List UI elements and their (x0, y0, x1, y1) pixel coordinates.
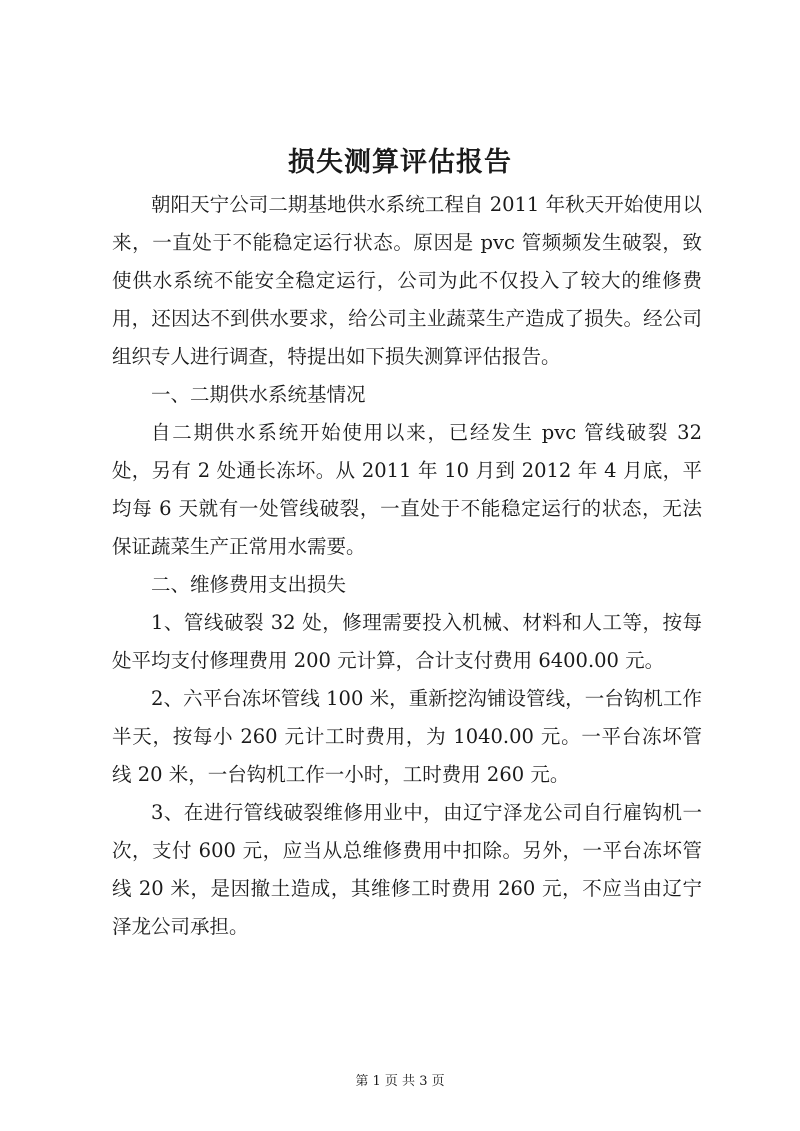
intro-paragraph: 朝阳天宁公司二期基地供水系统工程自 2011 年秋天开始使用以来，一直处于不能稳定运行状态。原因是 pvc 管频频发生破裂，致使供水系统不能安全稳定运行，公司为此不仅投入了较大的维修费用，还因达不到供水要求，给公司主业蔬菜生产造成了损失。经公司组织专人进行调查，特提出如下损失测算评估报告。 (112, 193, 702, 368)
cost-item-1: 1、管线破裂 32 处，修理需要投入机械、材料和人工等，按每处平均支付修理费用 200 元计算，合计支付费用 6400.00 元。 (112, 611, 702, 672)
section-heading-status: 一、二期供水系统基情况 (151, 383, 366, 406)
document-title: 损失测算评估报告 (288, 147, 512, 178)
document-body (112, 186, 702, 946)
cost-item-3: 3、在进行管线破裂维修用业中，由辽宁泽龙公司自行雇钩机一次，支付 600 元，应当从总维修费用中扣除。另外，一平台冻坏管线 20 米，是因撤土造成，其维修工时费用 260 元，不应当由辽宁泽龙公司承担。 (112, 801, 702, 938)
cost-item-2: 2、六平台冻坏管线 100 米，重新挖沟铺设管线，一台钩机工作半天，按每小 260 元计工时费用，为 1040.00 元。一平台冻坏管线 20 米，一台钩机工作一小时，工时费用 260 元。 (112, 687, 702, 786)
status-paragraph: 自二期供水系统开始使用以来，已经发生 pvc 管线破裂 32 处，另有 2 处通长冻坏。从 2011 年 10 月到 2012 年 4 月底，平均每 6 天就有一处管线破裂，一直处于不能稳定运行的状态，无法保证蔬菜生产正常用水需要。 (112, 421, 702, 558)
section-heading-costs: 二、维修费用支出损失 (151, 573, 347, 596)
page-footer: 第 1 页 共 3 页 (355, 1074, 445, 1089)
